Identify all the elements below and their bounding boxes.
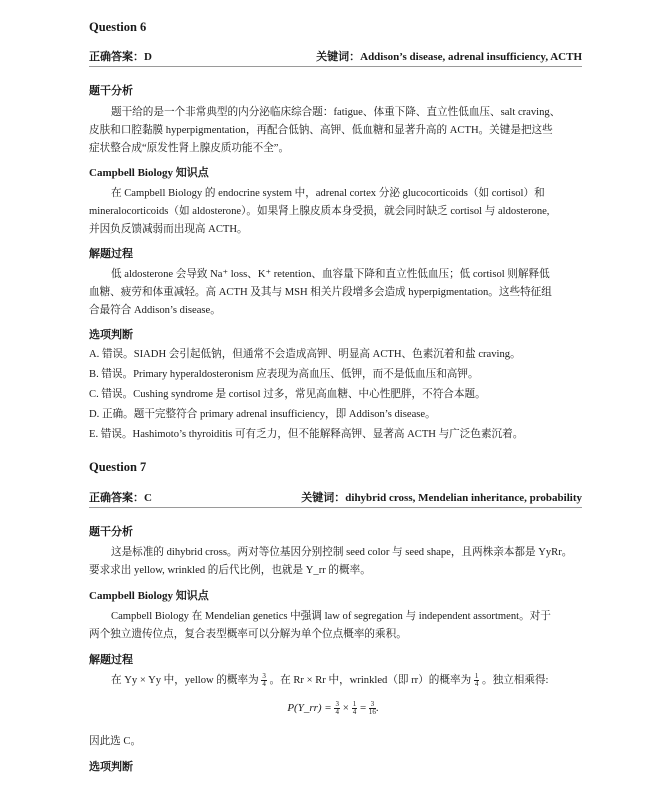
- q6-section-stem-analysis: 题干分析: [89, 85, 133, 97]
- q6-section-solution: 解题过程: [89, 248, 133, 260]
- probability-formula: [0, 701, 666, 716]
- formula-frac-3-16: $\frac{3}{16}$: [368, 700, 376, 716]
- q6-section-options: 选项判断: [89, 329, 133, 341]
- question-6-divider: [89, 66, 582, 67]
- question-6-title: Question 6: [89, 20, 147, 34]
- q7-section-campbell: Campbell Biology 知识点: [89, 590, 209, 602]
- q6-solution-line-1: 低 aldosterone 会导致 Na⁺ loss、K⁺ retention、血容量下降和直立性低血压；低 cortisol 则解释低: [111, 269, 550, 280]
- question-6-answer-line: [89, 48, 582, 64]
- question-7-answer-line: [89, 489, 582, 505]
- q6-option-a: A. 错误。SIADH 会引起低钠，但通常不会造成高钾、明显高 ACTH、色素沉着和盐 craving。: [89, 349, 521, 360]
- question-6-keywords: 关键词：Addison’s disease, adrenal insufficiency, ACTH: [316, 51, 582, 63]
- q7-solution-text-b: 。在 Rr × Rr 中，wrinkled（即 rr）的概率为: [269, 675, 472, 686]
- q7-campbell-line-1: Campbell Biology 在 Mendelian genetics 中强调 law of segregation 与 independent assortment。对于: [111, 611, 551, 622]
- question-7-title: Question 7: [89, 460, 147, 474]
- question-7-answer: 正确答案：C: [89, 492, 152, 504]
- formula-frac-3-4: $\frac{3}{4}$: [335, 700, 339, 716]
- question-7-divider: [89, 507, 582, 508]
- times-sign: ×: [342, 702, 349, 714]
- q6-option-e: E. 错误。Hashimoto’s thyroiditis 可有乏力，但不能解释高钾、显著高 ACTH 与广泛色素沉着。: [89, 429, 524, 440]
- q6-stem-line-2: 皮肤和口腔黏膜 hyperpigmentation，再配合低钠、高钾、低血糖和显著升高的 ACTH。关键是把这些: [89, 125, 553, 136]
- q7-solution-text-c: 。独立相乘得:: [482, 675, 549, 686]
- q6-solution-line-3: 合最符合 Addison’s disease。: [89, 305, 221, 316]
- q6-solution-line-2: 血糖、疲劳和体重减轻。高 ACTH 及其与 MSH 相关片段增多会造成 hyperpigmentation。这些特征组: [89, 287, 552, 298]
- q7-section-options: 选项判断: [89, 761, 133, 773]
- q6-option-b: B. 错误。Primary hyperaldosteronism 应表现为高血压、低钾，而不是低血压和高钾。: [89, 369, 479, 380]
- equals-sign: =: [359, 702, 367, 714]
- q7-conclusion: 因此选 C。: [89, 736, 142, 747]
- q6-stem-line-3: 症状整合成“原发性肾上腺皮质功能不全”。: [89, 143, 290, 154]
- q6-section-campbell: Campbell Biology 知识点: [89, 167, 209, 179]
- formula-frac-1-4: $\frac{1}{4}$: [352, 700, 357, 716]
- formula-lhs: P(Y_rr) =: [287, 702, 332, 714]
- formula-period: .: [375, 702, 379, 714]
- q6-campbell-line-2: mineralocorticoids（如 aldosterone）。如果肾上腺皮质本身受损，就会同时缺乏 cortisol 与 aldosterone,: [89, 206, 550, 217]
- q7-section-stem-analysis: 题干分析: [89, 526, 133, 538]
- q7-section-solution: 解题过程: [89, 654, 133, 666]
- question-7-keywords: 关键词：dihybrid cross, Mendelian inheritance, probability: [301, 492, 582, 504]
- q6-campbell-line-1: 在 Campbell Biology 的 endocrine system 中，adrenal cortex 分泌 glucocorticoids（如 cortisol）和: [111, 188, 545, 199]
- q6-stem-line-1: 题干给的是一个非常典型的内分泌临床综合题：fatigue、体重下降、直立性低血压、salt craving、: [111, 107, 561, 118]
- q7-stem-line-2: 要求求出 yellow, wrinkled 的后代比例，也就是 Y_rr 的概率。: [89, 565, 371, 576]
- q6-campbell-line-3: 并因负反馈减弱而出现高 ACTH。: [89, 224, 248, 235]
- fraction-one-quarter: $\frac{1}{4}$: [474, 672, 479, 688]
- q6-option-d: D. 正确。题干完整符合 primary adrenal insufficiency，即 Addison’s disease。: [89, 409, 436, 420]
- q7-campbell-line-2: 两个独立遗传位点，复合表型概率可以分解为单个位点概率的乘积。: [89, 629, 407, 640]
- question-6-answer: 正确答案：D: [89, 51, 152, 63]
- q7-solution-line-1: [111, 672, 549, 688]
- q7-solution-text-a: 在 Yy × Yy 中，yellow 的概率为: [111, 675, 259, 686]
- q7-stem-line-1: 这是标准的 dihybrid cross。两对等位基因分别控制 seed color 与 seed shape，且两株亲本都是 YyRr。: [111, 547, 573, 558]
- fraction-three-quarters: $\frac{3}{4}$: [262, 672, 266, 688]
- q6-option-c: C. 错误。Cushing syndrome 是 cortisol 过多，常见高血糖、中心性肥胖，不符合本题。: [89, 389, 486, 400]
